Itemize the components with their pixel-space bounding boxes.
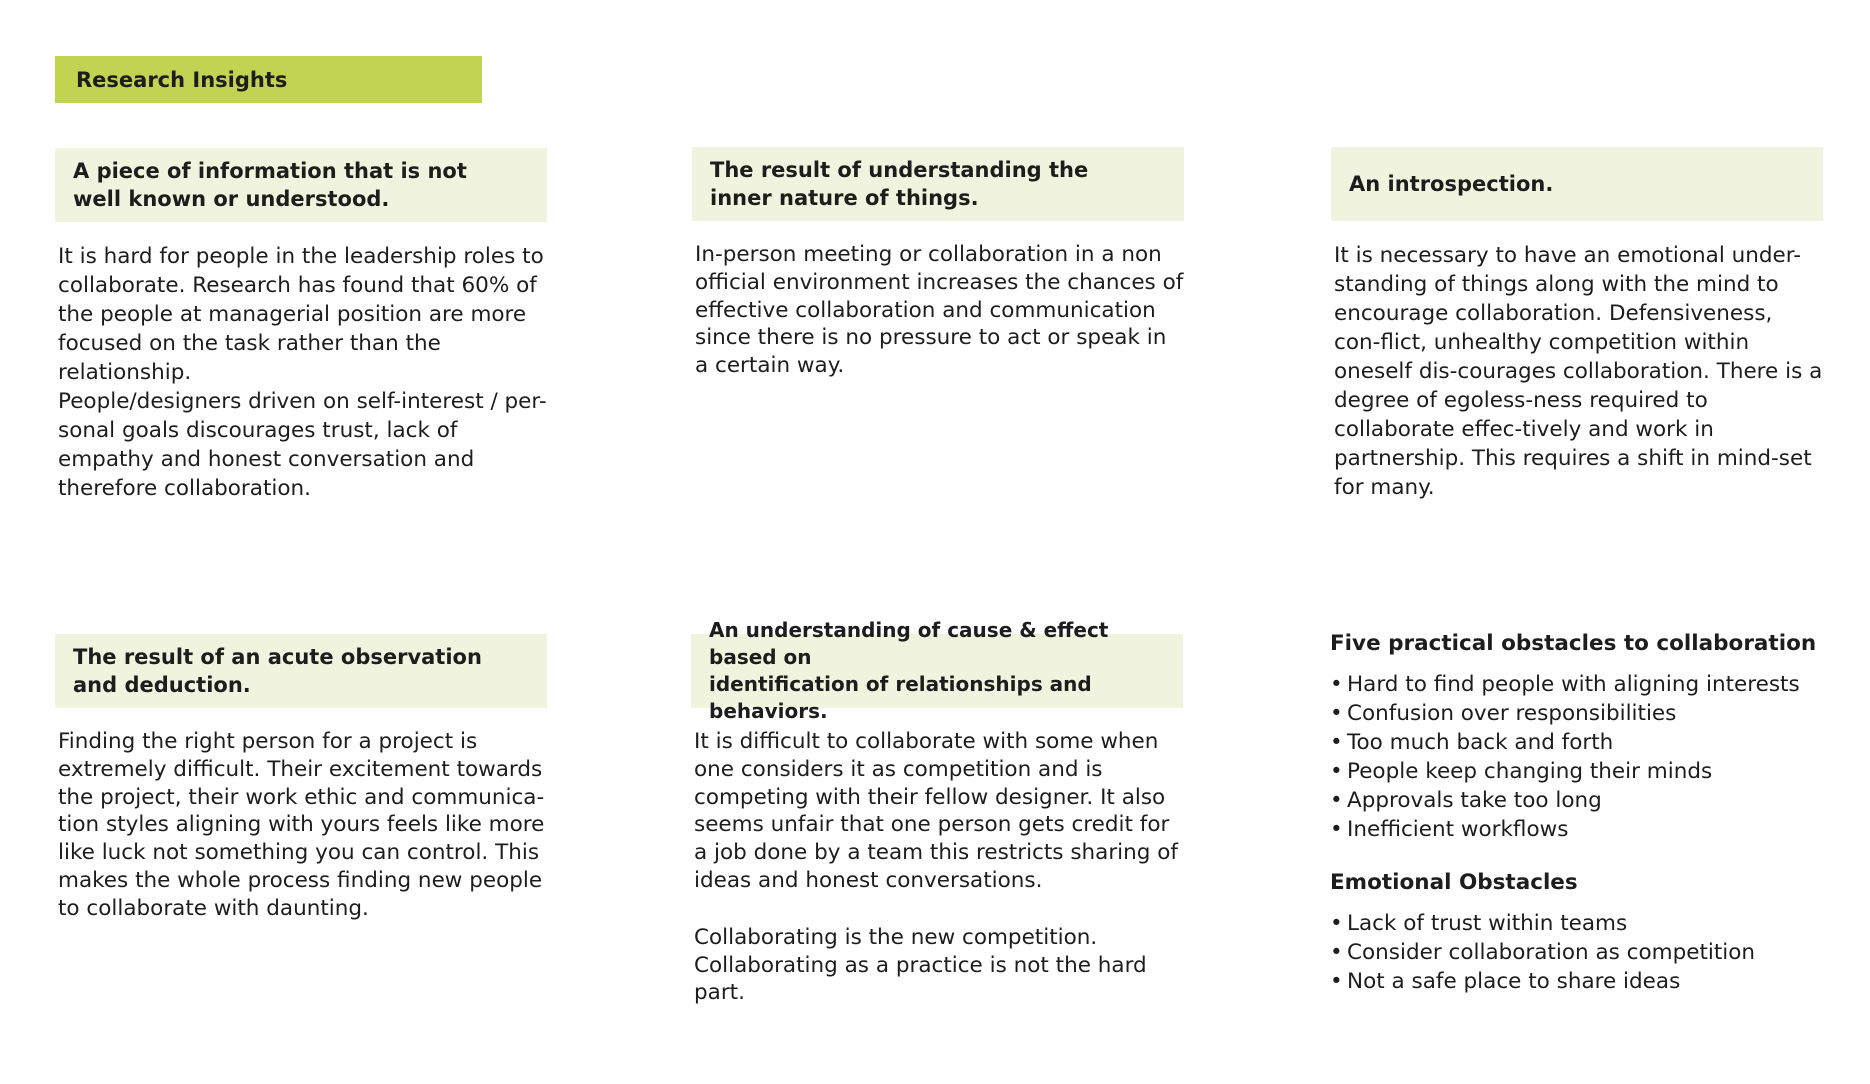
body-paragraph: Collaborating is the new competition. Collaborating as a practice is not the hard part.: [694, 924, 1147, 1006]
list-item: [1330, 699, 1850, 728]
heading-line: An introspection.: [1349, 172, 1554, 196]
heading-line: well known or understood.: [73, 187, 390, 211]
bullet-icon: •: [1330, 940, 1343, 965]
insight-card-2-heading: [692, 147, 1184, 221]
list-item-text: Consider collaboration as competition: [1347, 940, 1756, 965]
bullet-icon: •: [1330, 817, 1343, 842]
body-paragraph: It is hard for people in the leadership roles to collaborate. Research has found that 60% of the people at managerial position are more focused on the task rather than the relationship.: [58, 244, 544, 385]
list-item-text: Confusion over responsibilities: [1347, 701, 1677, 726]
list-item-text: Lack of trust within teams: [1347, 911, 1628, 936]
practical-obstacles-heading: Five practical obstacles to collaboration: [1330, 631, 1817, 656]
heading-line: inner nature of things.: [710, 186, 979, 210]
bullet-icon: •: [1330, 759, 1343, 784]
body-paragraph: It is difficult to collaborate with some when one considers it as competition and is competing with their fellow designer. It also seems unfair that one person gets credit for a job done by a team this restricts sharing of ideas and honest conversations.: [694, 729, 1178, 893]
heading-line: A piece of information that is not: [73, 159, 467, 183]
practical-obstacles-list: [1330, 670, 1850, 844]
list-item-text: Approvals take too long: [1347, 788, 1602, 813]
body-paragraph: In-person meeting or collaboration in a non official environment increases the chances of effective collaboration and communication since there is no pressure to act or speak in a certain way.: [695, 242, 1184, 379]
insight-card-3: [1331, 147, 1823, 502]
bullet-icon: •: [1330, 969, 1343, 994]
bullet-icon: •: [1330, 788, 1343, 813]
list-item-text: Hard to find people with aligning interests: [1347, 672, 1800, 697]
heading-line: and deduction.: [73, 673, 251, 697]
emotional-obstacles-list: [1330, 909, 1850, 996]
insight-card-2-body: [692, 241, 1184, 380]
insight-card-1-heading: [55, 148, 547, 222]
body-paragraph: It is necessary to have an emotional under-standing of things along with the mind to encourage collaboration. Defensiveness, con-flict, unhealthy competition within oneself dis-courages collaboration. There is a degree of egoless-ness required to collaborate effec-tively and work in partnership. This requires a shift in mind-set for many.: [1334, 243, 1823, 500]
list-item: [1330, 757, 1850, 786]
bullet-icon: •: [1330, 911, 1343, 936]
list-item: [1330, 938, 1850, 967]
bullet-icon: •: [1330, 672, 1343, 697]
insight-card-5-heading: [691, 618, 1183, 723]
list-item: [1330, 815, 1850, 844]
list-item: [1330, 909, 1850, 938]
section-title: Research Insights: [55, 56, 482, 103]
heading-line: An understanding of cause & effect based on: [709, 618, 1109, 669]
insight-card-2: [692, 147, 1184, 380]
insight-card-4-body: [55, 728, 547, 923]
insight-card-5: [691, 618, 1183, 1007]
heading-line: identification of relationships and behaviors.: [709, 672, 1092, 723]
emotional-obstacles-heading: Emotional Obstacles: [1330, 870, 1578, 895]
insight-card-5-body: [691, 728, 1183, 1007]
list-item-text: People keep changing their minds: [1347, 759, 1713, 784]
bullet-icon: •: [1330, 730, 1343, 755]
list-item: [1330, 967, 1850, 996]
list-item: [1330, 670, 1850, 699]
insight-card-1: [55, 148, 547, 503]
list-item-text: Inefficient workflows: [1347, 817, 1569, 842]
body-paragraph: Finding the right person for a project is extremely difficult. Their excitement towards the project, their work ethic and communica-tion styles aligning with yours feels like more like luck not something you can control. This makes the whole process finding new people to collaborate with daunting.: [58, 729, 545, 921]
insight-card-3-body: [1331, 241, 1823, 502]
insight-card-4-heading: [55, 634, 547, 708]
list-item: [1330, 728, 1850, 757]
heading-line: The result of an acute observation: [73, 645, 482, 669]
heading-line: The result of understanding the: [710, 158, 1089, 182]
list-item-text: Too much back and forth: [1347, 730, 1614, 755]
body-paragraph: People/designers driven on self-interest / per-sonal goals discourages trust, lack of empathy and honest conversation and therefore collaboration.: [58, 389, 547, 501]
obstacles-block: [1330, 629, 1850, 996]
list-item: [1330, 786, 1850, 815]
insight-card-3-heading: [1331, 147, 1823, 221]
insight-card-1-body: [55, 242, 547, 503]
bullet-icon: •: [1330, 701, 1343, 726]
list-item-text: Not a safe place to share ideas: [1347, 969, 1681, 994]
insight-card-4: [55, 634, 547, 923]
